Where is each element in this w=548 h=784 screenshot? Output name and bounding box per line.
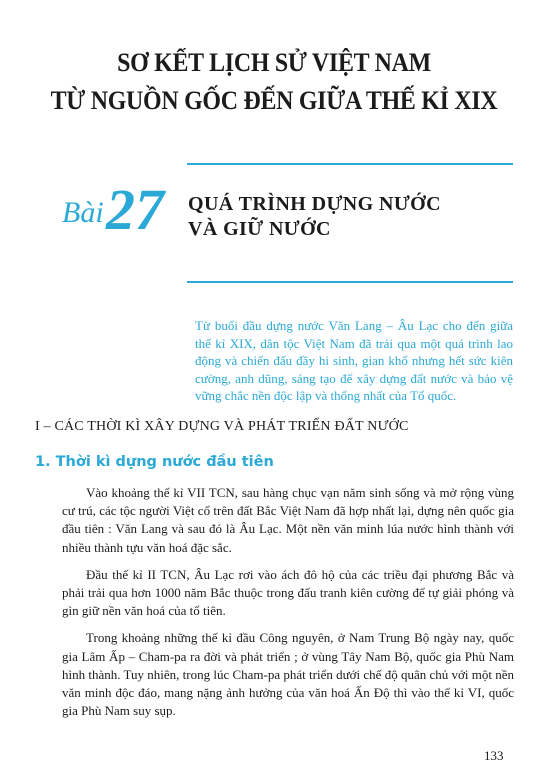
- section-heading: I – CÁC THỜI KÌ XÂY DỰNG VÀ PHÁT TRIỂN ĐẤT NƯỚC: [35, 419, 409, 434]
- paragraph: Trong khoảng những thế kỉ đầu Công nguyên, ở Nam Trung Bộ ngày nay, quốc gia Lâm Ấp – Cham-pa ra đời và phát triển ; ở vùng Tây Nam Bộ, quốc gia Phù Nam hình thành. Tuy nhiên, trong lúc Cham-pa phát triển dưới chế độ quân chủ với một nền văn minh độc đáo, mang nặng ảnh hưởng của văn hoá Ấn Độ thì vào thế kỉ VI, quốc gia Phù Nam suy sụp.: [62, 630, 514, 719]
- chapter-title: [22, 44, 526, 120]
- lesson-title-line-1: QUÁ TRÌNH DỰNG NƯỚC: [188, 193, 441, 215]
- chapter-title-line-1: SƠ KẾT LỊCH SỬ VIỆT NAM: [117, 48, 431, 77]
- page-number: 133: [484, 748, 504, 763]
- body-text: [62, 484, 514, 729]
- lesson-number: 27: [106, 177, 164, 242]
- chapter-title-line-2: TỪ NGUỒN GỐC ĐẾN GIỮA THẾ KỈ XIX: [50, 86, 498, 115]
- lesson-bottom-rule: [187, 281, 513, 283]
- paragraph: Đầu thế kỉ II TCN, Âu Lạc rơi vào ách đô hộ của các triều đại phương Bắc và phải trải qua hơn 1000 năm Bắc thuộc trong đấu tranh kiên cường để tự giải phóng và gìn giữ nền văn hoá của tổ tiên.: [62, 566, 514, 619]
- lesson-title-line-2: VÀ GIỮ NƯỚC: [188, 218, 331, 240]
- lesson-title: [188, 192, 441, 242]
- lesson-label: Bài: [62, 196, 104, 229]
- subsection-heading: 1. Thời kì dựng nước đầu tiên: [35, 454, 274, 470]
- lesson-top-rule: [187, 163, 513, 165]
- paragraph: Vào khoảng thế kỉ VII TCN, sau hàng chục vạn năm sinh sống và mở rộng vùng cư trú, các tộc người Việt cổ trên đất Bắc Việt Nam đã hợp nhất lại, dựng nên quốc gia đầu tiên : Văn Lang và sau đó là Âu Lạc. Một nền văn minh lúa nước hình thành với nhiều thành tựu văn hoá đặc sắc.: [62, 485, 514, 555]
- lesson-intro: Từ buổi đầu dựng nước Văn Lang – Âu Lạc cho đến giữa thế kỉ XIX, dân tộc Việt Nam đã trải qua một quá trình lao động và chiến đấu đầy hi sinh, gian khổ nhưng hết sức kiên cường, anh dũng, sáng tạo để xây dựng đất nước và bảo vệ vững chắc nền độc lập và thống nhất của Tổ quốc.: [195, 318, 513, 404]
